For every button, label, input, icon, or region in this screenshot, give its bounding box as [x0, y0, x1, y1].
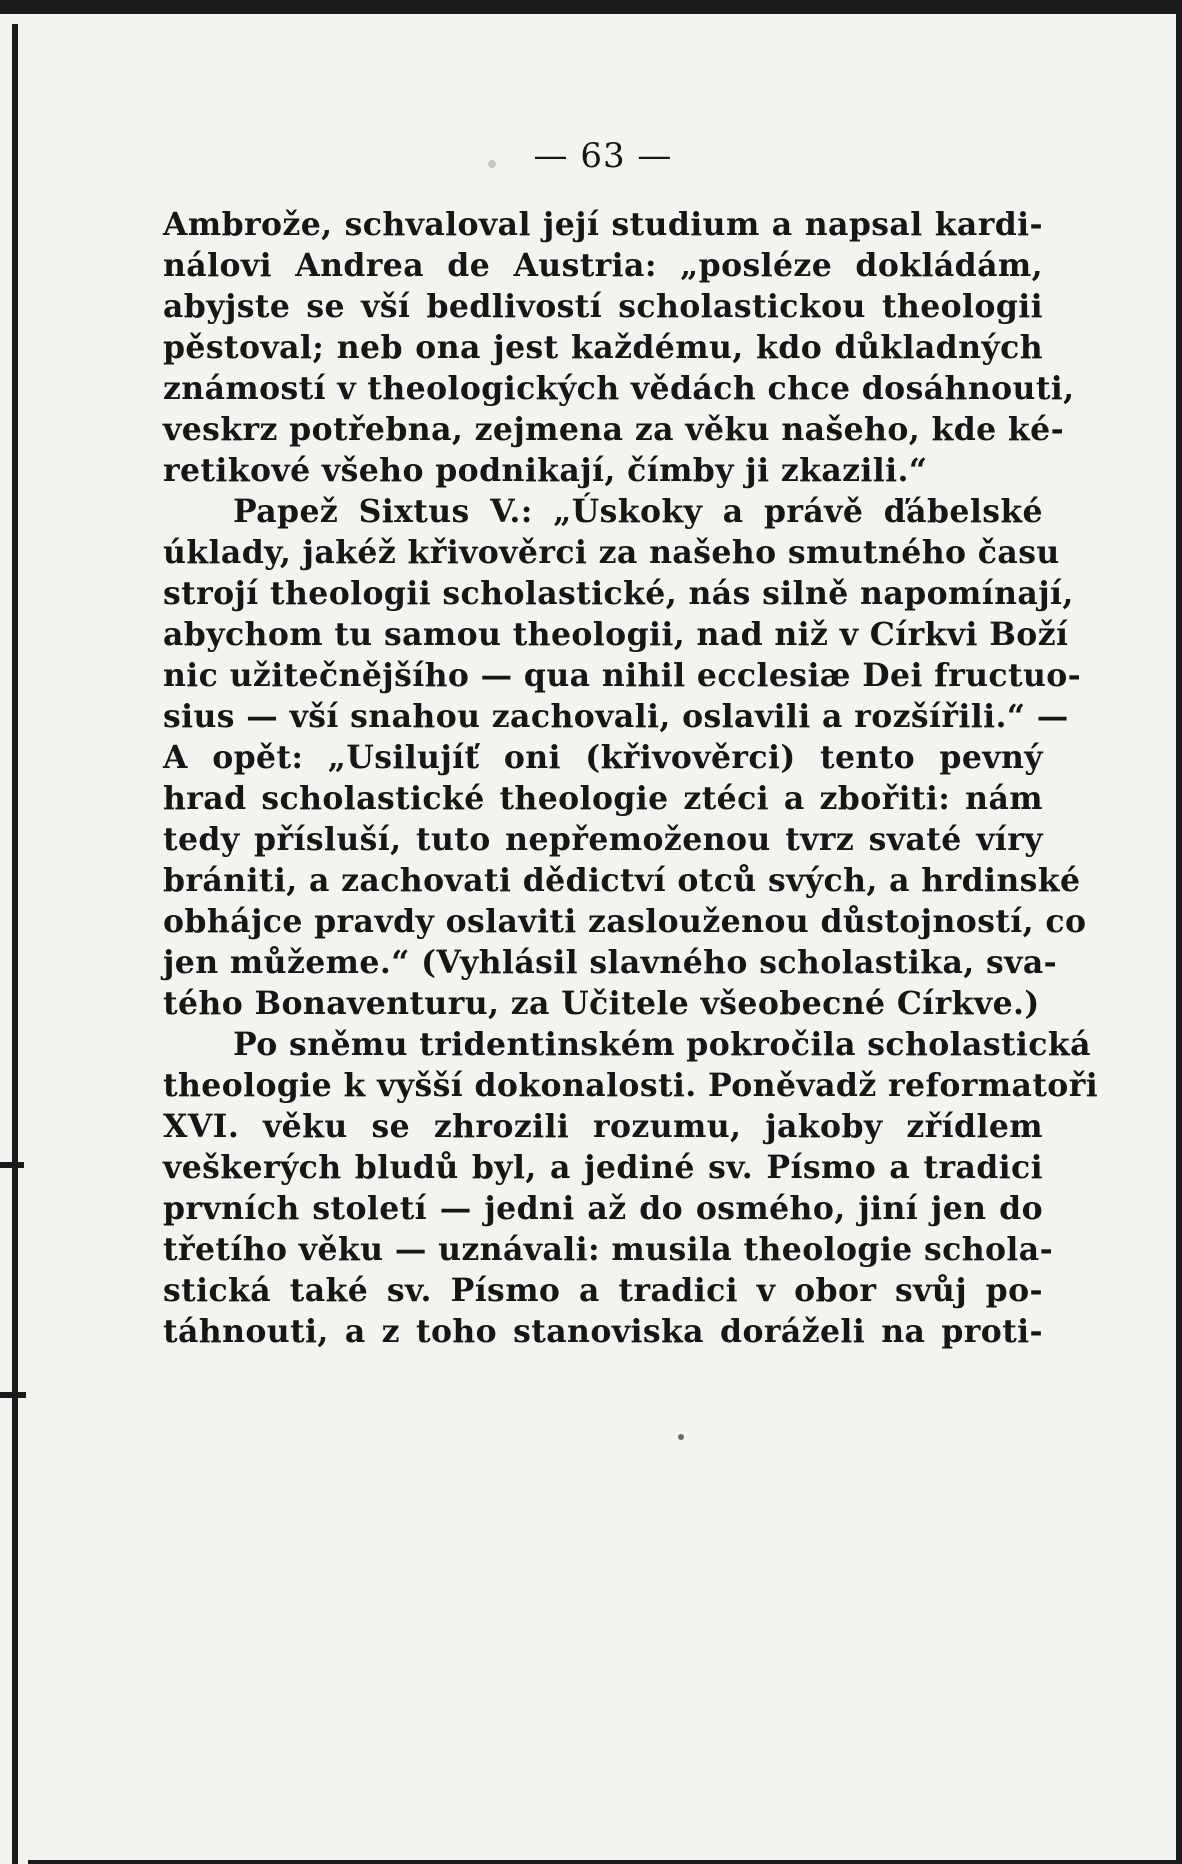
text-line: třetího věku — uznávali: musila theologie schola- [163, 1231, 1054, 1268]
page-number: — 63 — [533, 136, 673, 176]
text-line: jen můžeme.“ (Vyhlásil slavného scholastika, sva- [163, 944, 1058, 981]
text-line: XVI. věku se zhrozili rozumu, jakoby zřídlem [163, 1108, 1043, 1145]
binding-edge [0, 14, 28, 1864]
text-line: theologie k vyšší dokonalosti. Poněvadž reformatoři [163, 1067, 1099, 1104]
text-line: tého Bonaventuru, za Učitele všeobecné Církve.) [163, 985, 1040, 1022]
text-line: táhnouti, a z toho stanoviska doráželi na proti- [163, 1313, 1043, 1350]
binding-mark [0, 1162, 24, 1168]
text-line: nálovi Andrea de Austria: „posléze dokládám, [163, 247, 1043, 284]
text-line: prvních století — jedni až do osmého, jiní jen do [163, 1190, 1043, 1227]
text-line: veškerých bludů byl, a jediné sv. Písmo a tradici [163, 1149, 1043, 1186]
binding-line [4, 24, 22, 1864]
text-line: A opět: „Usilujíť oni (křivověrci) tento pevný [163, 739, 1043, 776]
text-line: brániti, a zachovati dědictví otců svých, a hrdinské [163, 862, 1081, 899]
text-line: retikové všeho podnikají, čímby ji zkazili.“ [163, 452, 928, 489]
text-line: pěstoval; neb ona jest každému, kdo důkladných [163, 329, 1043, 366]
text-line: nic užitečnějšího — qua nihil ecclesiæ Dei fructuo- [163, 657, 1082, 694]
text-line: Po sněmu tridentinském pokročila scholastická [233, 1026, 1091, 1063]
text-line: abychom tu samou theologii, nad niž v Církvi Boží [163, 616, 1069, 653]
text-line: hrad scholastické theologie ztéci a zbořiti: nám [163, 780, 1043, 817]
book-page [28, 14, 1176, 1860]
text-line: Papež Sixtus V.: „Úskoky a právě ďábelské [233, 493, 1043, 530]
text-line: sius — vší snahou zachovali, oslavili a rozšířili.“ — [163, 698, 1069, 735]
text-line: tedy přísluší, tuto nepřemoženou tvrz svaté víry [163, 821, 1043, 858]
text-line: strojí theologii scholastické, nás silně napomínají, [163, 575, 1074, 612]
text-line: Ambrože, schvaloval její studium a napsal kardi- [163, 206, 1043, 243]
text-line: stická také sv. Písmo a tradici v obor svůj po- [163, 1272, 1043, 1309]
paper-speck [678, 1434, 684, 1440]
text-line: úklady, jakéž křivověrci za našeho smutného času [163, 534, 1060, 571]
text-line: veskrz potřebna, zejmena za věku našeho, kde ké- [163, 411, 1065, 448]
binding-mark [0, 1392, 26, 1398]
text-line: abyjste se vší bedlivostí scholastickou theologii [163, 288, 1043, 325]
text-line: obhájce pravdy oslaviti zaslouženou důstojností, co [163, 903, 1087, 940]
text-line: známostí v theologických vědách chce dosáhnouti, [163, 370, 1075, 407]
